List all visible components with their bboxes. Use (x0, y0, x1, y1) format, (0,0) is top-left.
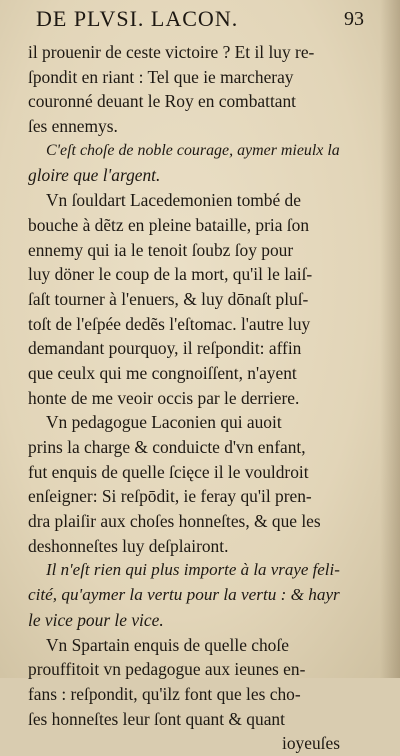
text-line: demandant pourquoy, il reſpondit: affin (28, 338, 302, 359)
running-head: DE PLVSI. LACON. (36, 6, 239, 31)
text-line: bouche à dẽtz en pleine bataille, pria ſon (28, 214, 310, 235)
text-line: fans : reſpondit, qu'ilz font que les cho- (28, 683, 301, 704)
text-line: deshonneſtes luy deſplairont. (28, 535, 229, 556)
text-line: Vn ſouldart Lacedemonien tombé de (46, 190, 301, 211)
text-line: ioyeuſes (282, 733, 340, 754)
page-header (0, 6, 400, 36)
text-line: C'eſt choſe de noble courage, aymer mieulx la (46, 141, 340, 159)
text-line: il prouenir de ceste victoire ? Et il luy re- (28, 42, 315, 62)
text-line: toſt de l'eſpée dedẽs l'eſtomac. l'autre luy (28, 313, 311, 334)
text-line: Vn pedagogue Laconien qui auoit (46, 412, 282, 433)
text-line: le vice pour le vice. (28, 609, 164, 630)
page-edge-shadow (380, 0, 400, 678)
text-line: fut enquis de quelle ſcięce il le vouldroit (28, 461, 309, 482)
text-line: gloire que l'argent. (28, 165, 161, 186)
text-line: Vn Spartain enquis de quelle choſe (46, 634, 289, 655)
text-line: ſes ennemys. (28, 116, 118, 137)
text-line: ennemy qui ia le tenoit ſoubz ſoy pour (28, 239, 294, 260)
body-text (28, 40, 340, 756)
text-line: Il n'eſt rien qui plus importe à la vraye feli- (46, 560, 340, 580)
text-line: dra plaiſir aux choſes honneſtes, & que les (28, 511, 321, 532)
text-line: que ceulx qui me congnoiſſent, n'ayent (28, 362, 297, 383)
text-line: enſeigner: Si reſpōdit, ie feray qu'il pren- (28, 486, 312, 507)
text-line: ſaſt tourner à l'enuers, & luy dōnaſt pluſ- (28, 288, 309, 309)
text-line: ſpondit en riant : Tel que ie marcheray (28, 66, 294, 87)
text-line: prins la charge & conduicte d'vn enfant, (28, 437, 306, 457)
text-line: cité, qu'aymer la vertu pour la vertu : & hayr (28, 585, 340, 605)
text-line: couronné deuant le Roy en combattant (28, 91, 297, 112)
text-line: ſes honneſtes leur ſont quant & quant (28, 708, 285, 729)
text-line: luy döner le coup de la mort, qu'il le laiſ- (28, 264, 313, 285)
text-line: prouffitoit vn pedagogue aux ieunes en- (28, 659, 306, 680)
text-line: honte de me veoir occis par le derriere. (28, 387, 300, 408)
page-number: 93 (344, 8, 364, 30)
